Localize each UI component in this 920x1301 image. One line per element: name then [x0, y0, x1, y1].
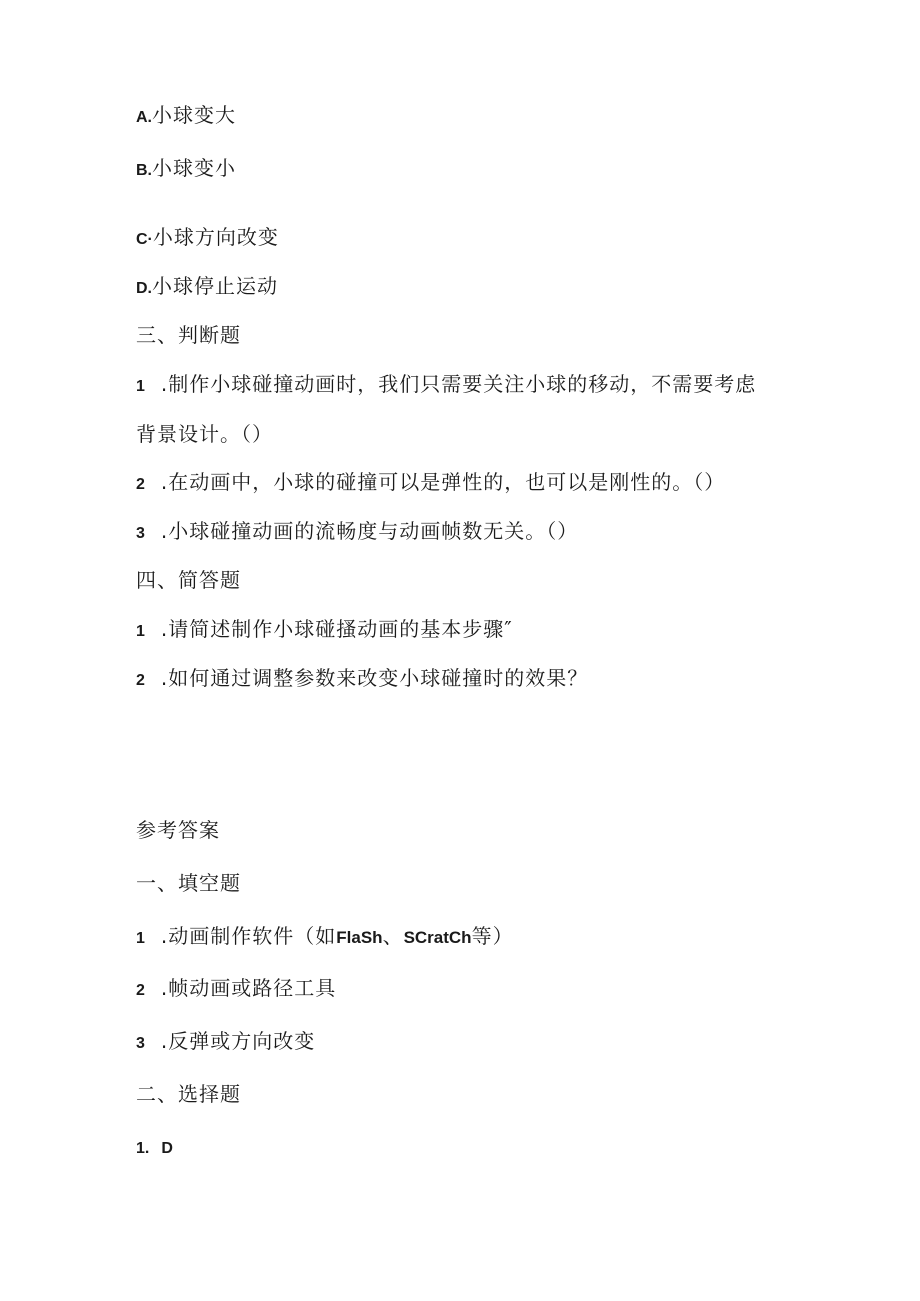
item-text: .在动画中，小球的碰撞可以是弹性的，也可以是刚性的。（）	[160, 470, 726, 494]
item-text: .小球碰撞动画的流畅度与动画帧数无关。（）	[160, 519, 579, 543]
item-number: 2	[136, 672, 145, 689]
answers-title: 参考答案	[136, 818, 220, 842]
judgment-item-2	[136, 468, 725, 499]
item-number: 2	[136, 982, 145, 999]
item-number: 3	[136, 1035, 145, 1052]
option-d	[136, 272, 278, 303]
separator: 、	[382, 924, 404, 948]
fill-blank-answer-1	[136, 922, 514, 953]
fill-blank-answer-2	[136, 974, 336, 1005]
item-number: 1	[136, 378, 145, 395]
choice-answer: D	[161, 1140, 173, 1157]
software-name-2: SCratCh	[403, 928, 472, 947]
fill-blank-answer-3	[136, 1027, 315, 1058]
option-letter: D.	[136, 280, 152, 297]
judgment-item-1-continuation: 背景设计。（）	[136, 422, 273, 446]
section-heading-judgment: 三、判断题	[136, 323, 241, 347]
section-heading-choice: 二、选择题	[136, 1082, 241, 1106]
item-number: 1.	[136, 1140, 150, 1157]
option-text: 小球停止运动	[152, 274, 278, 298]
option-text: 小球方向改变	[152, 225, 279, 249]
item-text-before: .动画制作软件（如	[160, 924, 337, 948]
item-number: 3	[136, 525, 145, 542]
option-letter: C·	[136, 231, 153, 248]
item-number: 1	[136, 930, 145, 947]
short-answer-item-1	[136, 615, 513, 646]
item-text-after: 等）	[471, 924, 514, 948]
option-a	[136, 101, 236, 132]
item-text: .制作小球碰撞动画时，我们只需要关注小球的移动，不需要考虑	[160, 372, 757, 396]
item-text: .如何通过调整参数来改变小球碰撞时的效果？	[160, 666, 589, 690]
short-answer-item-2	[136, 664, 588, 695]
option-b	[136, 154, 236, 185]
option-text: 小球变大	[152, 103, 236, 127]
option-letter: B.	[136, 162, 152, 179]
item-text: .反弹或方向改变	[160, 1029, 316, 1053]
option-text: 小球变小	[152, 156, 236, 180]
item-number: 2	[136, 476, 145, 493]
item-number: 1	[136, 623, 145, 640]
option-c	[136, 223, 279, 254]
item-text: .请简述制作小球碰搔动画的基本步骤″	[160, 617, 513, 641]
section-heading-short-answer: 四、简答题	[136, 568, 241, 592]
section-heading-fill-blank: 一、填空题	[136, 871, 241, 895]
software-name-1: FlaSh	[336, 928, 383, 947]
judgment-item-1	[136, 370, 756, 401]
option-letter: A.	[136, 109, 152, 126]
choice-answer-1	[136, 1132, 173, 1163]
judgment-item-3	[136, 517, 578, 548]
item-text: .帧动画或路径工具	[160, 976, 337, 1000]
